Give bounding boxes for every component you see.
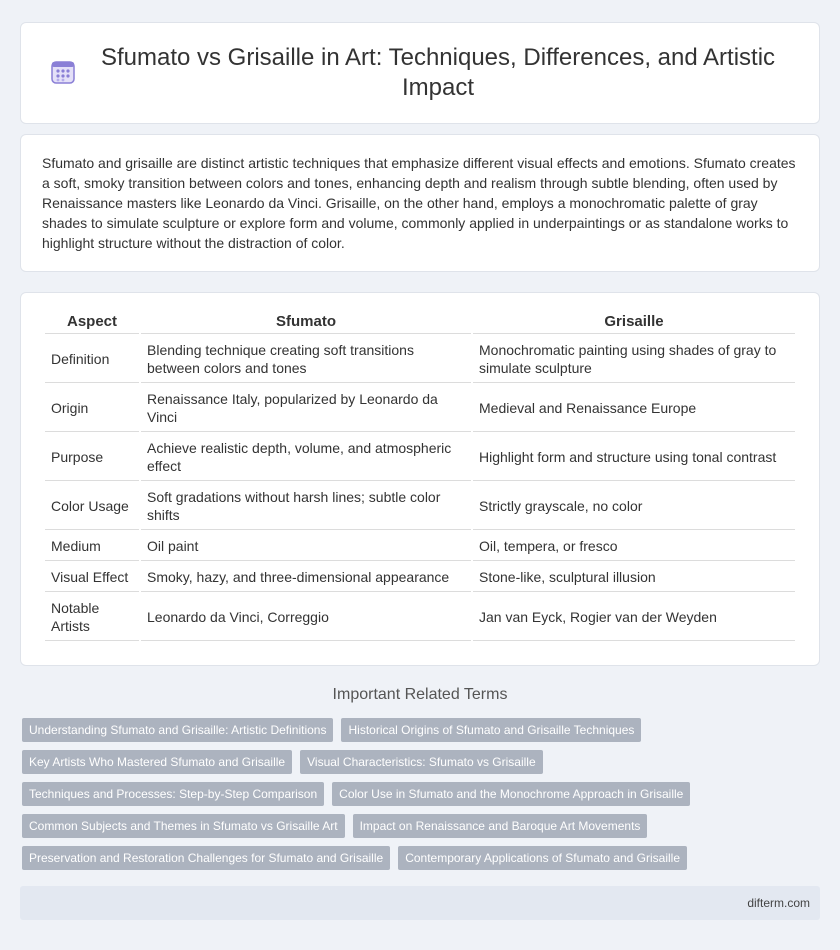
table-row bbox=[45, 434, 795, 481]
sfumato-cell: Leonardo da Vinci, Correggio bbox=[141, 594, 471, 641]
page-title: Sfumato vs Grisaille in Art: Techniques, Differences, and Artistic Impact bbox=[100, 44, 776, 101]
row-aspect-cell: Visual Effect bbox=[45, 563, 139, 592]
grisaille-cell: Monochromatic painting using shades of gray to simulate sculpture bbox=[473, 336, 795, 383]
row-aspect-cell: Purpose bbox=[45, 434, 139, 481]
related-term-tag[interactable]: Visual Characteristics: Sfumato vs Grisaille bbox=[300, 750, 543, 774]
comparison-card bbox=[20, 292, 820, 666]
related-terms-heading: Important Related Terms bbox=[332, 686, 508, 703]
sfumato-cell: Smoky, hazy, and three-dimensional appearance bbox=[141, 563, 471, 592]
sfumato-cell: Achieve realistic depth, volume, and atmospheric effect bbox=[141, 434, 471, 481]
column-header-aspect: Aspect bbox=[45, 307, 139, 334]
related-term-tag[interactable]: Techniques and Processes: Step-by-Step Comparison bbox=[22, 782, 324, 806]
related-term-tag[interactable]: Common Subjects and Themes in Sfumato vs Grisaille Art bbox=[22, 814, 345, 838]
related-term-tag[interactable]: Historical Origins of Sfumato and Grisaille Techniques bbox=[341, 718, 641, 742]
row-aspect-cell: Definition bbox=[45, 336, 139, 383]
table-header-row bbox=[45, 307, 795, 334]
table-row bbox=[45, 532, 795, 561]
sfumato-cell: Oil paint bbox=[141, 532, 471, 561]
comparison-table bbox=[43, 305, 797, 643]
table-row bbox=[45, 336, 795, 383]
footer-bar bbox=[20, 886, 820, 920]
intro-paragraph: Sfumato and grisaille are distinct artistic techniques that emphasize different visual effects and emotions. Sfumato creates a soft, smoky transition between colors and tones, enhancing depth and realism through subtle blending, often used by Renaissance masters like Leonardo da Vinci. Grisaille, on the other hand, employs a monochromatic palette of gray shades to simulate sculpture or explore form and volume, commonly applied in underpaintings or as standalone works to highlight structure without the distraction of color. bbox=[42, 155, 796, 251]
row-aspect-cell: Notable Artists bbox=[45, 594, 139, 641]
related-term-tag[interactable]: Understanding Sfumato and Grisaille: Artistic Definitions bbox=[22, 718, 333, 742]
column-header-sfumato: Sfumato bbox=[141, 307, 471, 334]
calendar-grid-icon bbox=[50, 59, 76, 85]
grisaille-cell: Stone-like, sculptural illusion bbox=[473, 563, 795, 592]
table-row bbox=[45, 385, 795, 432]
grisaille-cell: Highlight form and structure using tonal contrast bbox=[473, 434, 795, 481]
grisaille-cell: Medieval and Renaissance Europe bbox=[473, 385, 795, 432]
grisaille-cell: Jan van Eyck, Rogier van der Weyden bbox=[473, 594, 795, 641]
sfumato-cell: Soft gradations without harsh lines; subtle color shifts bbox=[141, 483, 471, 530]
grisaille-cell: Oil, tempera, or fresco bbox=[473, 532, 795, 561]
table-row bbox=[45, 483, 795, 530]
related-term-tag[interactable]: Contemporary Applications of Sfumato and Grisaille bbox=[398, 846, 687, 870]
header-card bbox=[20, 22, 820, 124]
table-row bbox=[45, 563, 795, 592]
sfumato-cell: Blending technique creating soft transitions between colors and tones bbox=[141, 336, 471, 383]
footer-site-link[interactable]: difterm.com bbox=[747, 896, 810, 910]
row-aspect-cell: Medium bbox=[45, 532, 139, 561]
row-aspect-cell: Origin bbox=[45, 385, 139, 432]
related-term-tag[interactable]: Preservation and Restoration Challenges for Sfumato and Grisaille bbox=[22, 846, 390, 870]
related-term-tag[interactable]: Impact on Renaissance and Baroque Art Movements bbox=[353, 814, 648, 838]
sfumato-cell: Renaissance Italy, popularized by Leonardo da Vinci bbox=[141, 385, 471, 432]
column-header-grisaille: Grisaille bbox=[473, 307, 795, 334]
row-aspect-cell: Color Usage bbox=[45, 483, 139, 530]
related-terms-list bbox=[22, 718, 802, 870]
intro-card bbox=[20, 134, 820, 272]
table-row bbox=[45, 594, 795, 641]
related-term-tag[interactable]: Key Artists Who Mastered Sfumato and Grisaille bbox=[22, 750, 292, 774]
related-term-tag[interactable]: Color Use in Sfumato and the Monochrome Approach in Grisaille bbox=[332, 782, 690, 806]
grisaille-cell: Strictly grayscale, no color bbox=[473, 483, 795, 530]
